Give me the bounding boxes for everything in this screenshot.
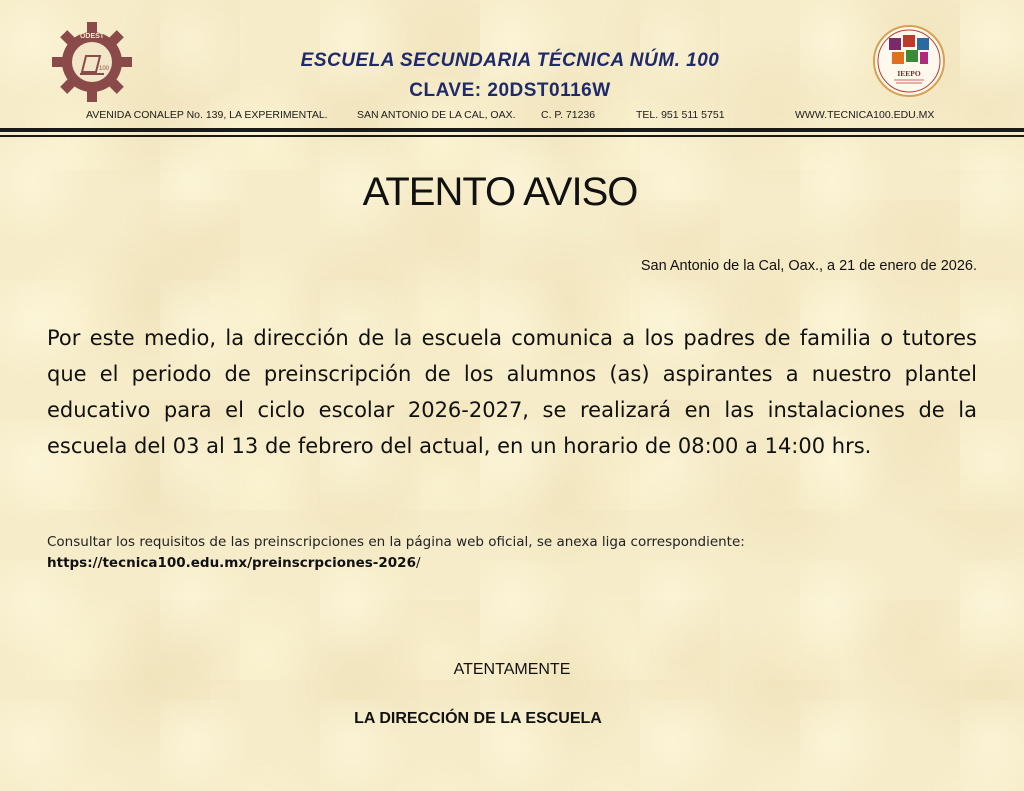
- consult-text: Consultar los requisitos de las preinscripciones en la página web oficial, se anexa liga correspondiente:: [47, 534, 745, 550]
- right-logo-label: IEEPO: [897, 69, 921, 78]
- header-rule-thin: [0, 135, 1024, 137]
- ieepo-logo: [872, 24, 946, 98]
- closing-text: ATENTAMENTE: [453, 661, 571, 678]
- school-gear-logo: [52, 22, 132, 102]
- address-postal: C. P. 71236: [541, 109, 596, 121]
- date-line: San Antonio de la Cal, Oax., a 21 de enero de 2026.: [640, 258, 977, 274]
- address-phone: TEL. 951 511 5751: [636, 109, 725, 121]
- address-city: SAN ANTONIO DE LA CAL, OAX.: [357, 109, 516, 121]
- registration-link-suffix: /: [415, 555, 421, 571]
- registration-link-line: [47, 555, 847, 571]
- left-logo-label: ODEST: [79, 33, 105, 40]
- notice-body: Por este medio, la dirección de la escuela comunica a los padres de familia o tutores que el periodo de preinscripción de los alumnos (as) aspirantes a nuestro plantel educativo para el ciclo escolar 2026-2027, se realizará en las instalaciones de la escuela del 03 al 13 de febrero del actual, en un horario de 08:00 a 14:00 hrs.: [47, 326, 977, 458]
- notice-title: ATENTO AVISO: [362, 170, 638, 214]
- school-name: ESCUELA SECUNDARIA TÉCNICA NÚM. 100: [300, 50, 720, 71]
- header-rule-thick: [0, 128, 1024, 132]
- address-web: WWW.TECNICA100.EDU.MX: [795, 109, 935, 121]
- signature-text: LA DIRECCIÓN DE LA ESCUELA: [354, 710, 602, 727]
- left-logo-number: 100: [98, 66, 110, 72]
- address-street: AVENIDA CONALEP No. 139, LA EXPERIMENTAL.: [86, 109, 328, 121]
- registration-link[interactable]: https://tecnica100.edu.mx/preinscrpciones-2026: [47, 555, 416, 571]
- school-code: CLAVE: 20DST0116W: [409, 80, 611, 101]
